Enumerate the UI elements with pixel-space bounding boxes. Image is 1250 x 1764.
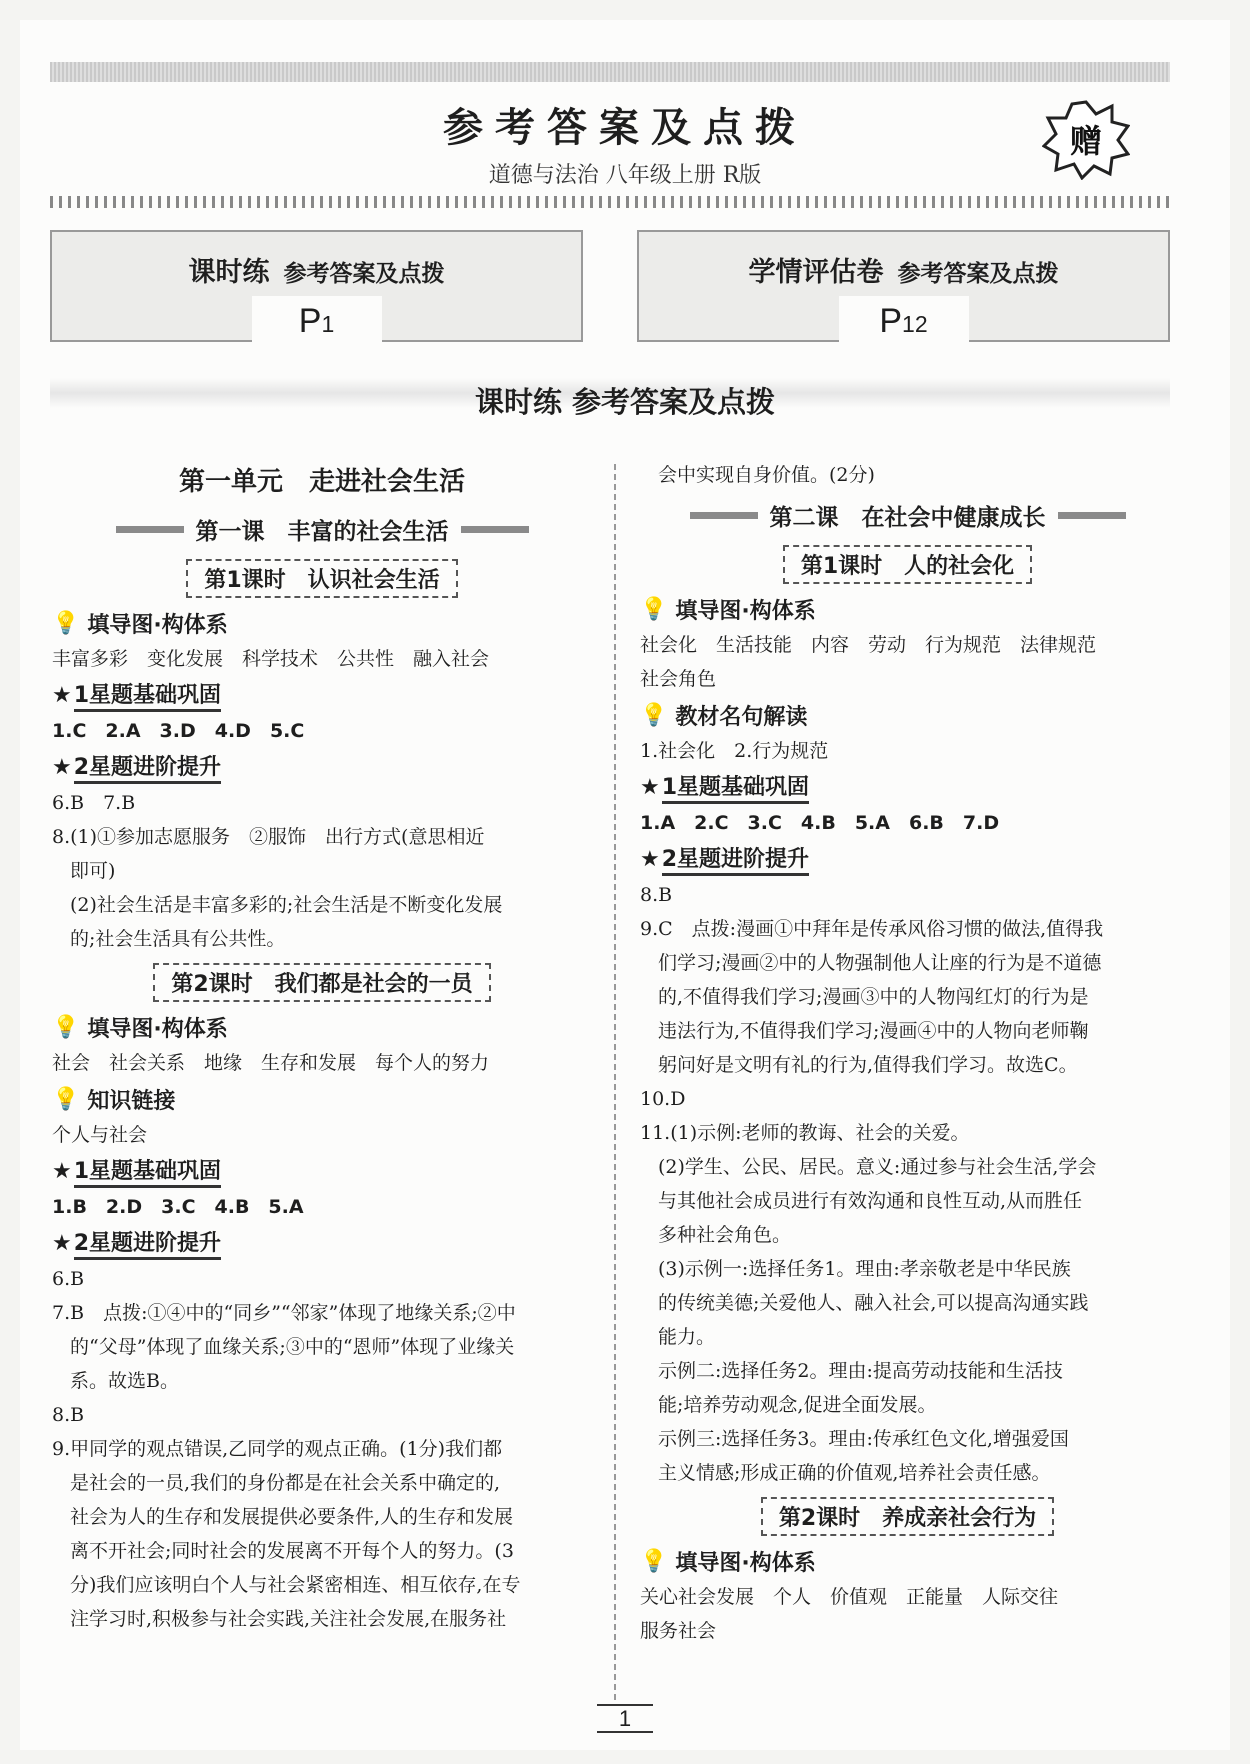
panel-lesson-practice <box>50 230 583 342</box>
lightbulb-icon: 💡 <box>640 596 668 622</box>
section-heading: ★ 2星题进阶提升 <box>52 748 592 786</box>
answer-line: 7.B 点拨:①④中的“同乡”“邻家”体现了地缘关系;②中 <box>52 1302 516 1324</box>
right-column <box>640 458 1175 1648</box>
unit-title: 第一单元 走进社会生活 <box>178 467 465 497</box>
page-number: 1 <box>0 1706 1250 1732</box>
answer-line: 9.甲同学的观点错误,乙同学的观点正确。(1分)我们都 <box>52 1438 503 1460</box>
answer-line: 的传统美德;关爱他人、融入社会,可以提高沟通实践 <box>658 1292 1089 1314</box>
answer-line: 示例二:选择任务2。理由:提高劳动技能和生活技 <box>658 1360 1063 1382</box>
answer-line: 个人与社会 <box>52 1124 148 1146</box>
lightbulb-icon: 💡 <box>52 610 80 636</box>
answer-line: 躬问好是文明有礼的行为,值得我们学习。故选C。 <box>658 1054 1078 1076</box>
panel-assessment-suffix: 参考答案及点拨 <box>897 261 1059 287</box>
answer-line: 9.C 点拨:漫画①中拜年是传承风俗习惯的做法,值得我 <box>640 918 1104 940</box>
answer-line: 与其他社会成员进行有效沟通和良性互动,从而胜任 <box>658 1190 1083 1212</box>
answer-line: 1.B 2.D 3.C 4.B 5.A <box>52 1196 304 1218</box>
answer-line: 违法行为,不值得我们学习;漫画④中的人物向老师鞠 <box>658 1020 1089 1042</box>
panel-assessment-name: 学情评估卷 <box>748 257 884 288</box>
section-heading: ★ 2星题进阶提升 <box>640 840 1175 878</box>
answer-line: 丰富多彩 变化发展 科学技术 公共性 融入社会 <box>52 648 490 670</box>
panel-assessment-page: P12 <box>839 296 969 342</box>
answer-line: 1.A 2.C 3.C 4.B 5.A 6.B 7.D <box>640 812 1000 834</box>
answer-line: 系。故选B。 <box>70 1370 179 1392</box>
answer-line: (3)示例一:选择任务1。理由:孝亲敬老是中华民族 <box>658 1258 1071 1280</box>
answer-line: 能力。 <box>658 1326 716 1348</box>
section-heading: 💡 填导图·构体系 <box>640 596 816 624</box>
section-heading: 💡 知识链接 <box>52 1086 176 1114</box>
lightbulb-icon: 💡 <box>640 1548 668 1574</box>
left-column <box>52 458 592 1636</box>
answer-line: 8.(1)①参加志愿服务 ②服饰 出行方式(意思相近 <box>52 826 485 848</box>
answer-line: 示例三:选择任务3。理由:传承红色文化,增强爱国 <box>658 1428 1069 1450</box>
section-heading: 💡 教材名句解读 <box>640 702 808 730</box>
answer-line: 们学习;漫画②中的人物强制他人让座的行为是不道德 <box>658 952 1102 974</box>
star-icon: ★ <box>640 846 660 872</box>
star-icon: ★ <box>52 1230 72 1256</box>
lightbulb-icon: 💡 <box>52 1086 80 1112</box>
answer-line: 社会角色 <box>640 668 717 690</box>
answer-line: 1.社会化 2.行为规范 <box>640 740 829 762</box>
section-heading: 💡 填导图·构体系 <box>640 1548 816 1576</box>
panel-lesson-practice-suffix: 参考答案及点拨 <box>283 261 445 287</box>
star-icon: ★ <box>52 754 72 780</box>
section-heading: ★ 1星题基础巩固 <box>52 1152 592 1190</box>
answer-line: 8.B <box>52 1404 85 1426</box>
answer-line: 的;社会生活具有公共性。 <box>70 928 286 950</box>
star-icon: ★ <box>52 682 72 708</box>
lesson-title: 第一课 丰富的社会生活 <box>52 506 592 552</box>
answer-line: (2)学生、公民、居民。意义:通过参与社会生活,学会 <box>658 1156 1097 1178</box>
lightbulb-icon: 💡 <box>52 1014 80 1040</box>
answer-line: 8.B <box>640 884 673 906</box>
gift-badge-icon <box>1042 100 1130 180</box>
lesson-title: 第二课 在社会中健康成长 <box>640 492 1175 538</box>
answer-line: (2)社会生活是丰富多彩的;社会生活是不断变化发展 <box>70 894 503 916</box>
answer-line: 即可) <box>70 860 116 882</box>
answer-line: 分)我们应该明白个人与社会紧密相连、相互依存,在专 <box>70 1574 521 1596</box>
answer-line: 社会化 生活技能 内容 劳动 行为规范 法律规范 <box>640 634 1097 656</box>
answer-line: 10.D <box>640 1088 686 1110</box>
answer-line: 的“父母”体现了血缘关系;③中的“恩师”体现了业缘关 <box>70 1336 515 1358</box>
page-title: 参考答案及点拨 <box>443 105 807 151</box>
answer-line: 6.B <box>52 1268 85 1290</box>
answer-line: 关心社会发展 个人 价值观 正能量 人际交往 <box>640 1586 1059 1608</box>
header-band <box>50 62 1170 82</box>
answer-line: 6.B 7.B <box>52 792 136 814</box>
section-heading: ★ 1星题基础巩固 <box>52 676 592 714</box>
lightbulb-icon: 💡 <box>640 702 668 728</box>
gift-badge-text: 赠 <box>1069 122 1103 160</box>
answer-line: 11.(1)示例:老师的教诲、社会的关爱。 <box>640 1122 970 1144</box>
answer-line: 的,不值得我们学习;漫画③中的人物闯红灯的行为是 <box>658 986 1089 1008</box>
answer-line: 多种社会角色。 <box>658 1224 792 1246</box>
divider <box>50 196 1170 208</box>
answer-line: 能;培养劳动观念,促进全面发展。 <box>658 1394 937 1416</box>
panel-lesson-practice-page: P1 <box>252 296 382 342</box>
star-icon: ★ <box>640 774 660 800</box>
star-icon: ★ <box>52 1158 72 1184</box>
answer-line: 社会为人的生存和发展提供必要条件,人的生存和发展 <box>70 1506 514 1528</box>
period-title: 第2课时 我们都是社会的一员 <box>52 956 592 1008</box>
panel-lesson-practice-name: 课时练 <box>188 257 270 288</box>
answer-line: 社会 社会关系 地缘 生存和发展 每个人的努力 <box>52 1052 490 1074</box>
section-heading: 💡 填导图·构体系 <box>52 1014 228 1042</box>
section-heading: ★ 1星题基础巩固 <box>640 768 1175 806</box>
answer-line: 主义情感;形成正确的价值观,培养社会责任感。 <box>658 1462 1051 1484</box>
column-divider <box>614 464 616 1700</box>
section-heading: ★ 2星题进阶提升 <box>52 1224 592 1262</box>
answer-line: 1.C 2.A 3.D 4.D 5.C <box>52 720 305 742</box>
period-title: 第1课时 人的社会化 <box>640 538 1175 590</box>
answer-line: 离不开社会;同时社会的发展离不开每个人的努力。(3 <box>70 1540 514 1562</box>
page-subtitle: 道德与法治 八年级上册 R版 <box>488 163 762 188</box>
answer-line: 是社会的一员,我们的身份都是在社会关系中确定的, <box>70 1472 501 1494</box>
answer-line: 会中实现自身价值。(2分) <box>658 464 875 486</box>
section-heading: 💡 填导图·构体系 <box>52 610 228 638</box>
section-title: 课时练 参考答案及点拨 <box>474 385 776 419</box>
panel-assessment <box>637 230 1170 342</box>
period-title: 第2课时 养成亲社会行为 <box>640 1490 1175 1542</box>
answer-line: 服务社会 <box>640 1620 717 1642</box>
answer-line: 注学习时,积极参与社会实践,关注社会发展,在服务社 <box>70 1608 507 1630</box>
period-title: 第1课时 认识社会生活 <box>52 552 592 604</box>
